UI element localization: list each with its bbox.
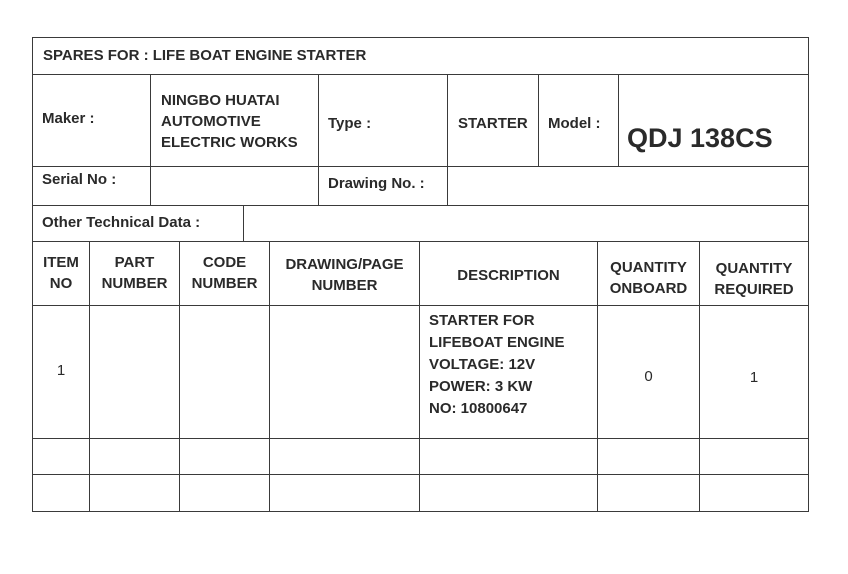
drawing-label: Drawing No. : [328,175,425,192]
col-header-line: DRAWING/PAGE [285,256,404,273]
col-header-drawing-page-number [270,254,419,296]
col-header-part-number [90,252,179,294]
description-line: NO: 10800647 [429,400,528,417]
description-line: POWER: 3 KW [429,378,533,395]
col-header-line: REQUIRED [714,281,794,298]
cell-divider [618,74,619,166]
cell-quantity-onboard: 0 [644,368,653,385]
cell-quantity-required: 1 [749,369,759,386]
type-value: STARTER [458,115,528,132]
col-header-line: QUANTITY [610,259,687,276]
col-header-code-number [180,252,269,294]
maker-line: NINGBO HUATAI [161,92,280,109]
maker-line: AUTOMOTIVE [161,113,261,130]
col-header-description [420,265,597,286]
cell-divider [538,74,539,166]
maker-value [161,90,298,153]
col-header-line: NUMBER [191,275,258,292]
col-header-line: CODE [202,254,247,271]
type-label: Type : [328,115,372,132]
col-header-line: QUANTITY [715,260,793,277]
col-header-line: ITEM [43,254,79,271]
col-header-line: ONBOARD [609,280,688,297]
cell-divider [318,74,319,205]
spares-for-title: SPARES FOR : LIFE BOAT ENGINE STARTER [43,47,367,64]
col-header-line: NO [49,275,73,292]
table-border-right [808,37,809,512]
table-row-empty [33,439,808,474]
cell-item-no: 1 [56,362,66,379]
row-divider [32,305,809,306]
cell-divider [150,166,151,205]
col-header-line: DESCRIPTION [457,267,560,284]
row-divider [32,166,809,167]
col-header-line: NUMBER [101,275,168,292]
col-header-item-no [33,252,89,294]
model-value: QDJ 138CS [627,123,773,153]
serial-label: Serial No : [42,171,117,188]
row-divider [32,74,809,75]
description-line: LIFEBOAT ENGINE [429,334,565,351]
col-header-line: NUMBER [311,277,378,294]
model-label: Model : [548,115,601,132]
cell-divider [243,205,244,241]
cell-description [429,310,565,420]
col-header-line: PART [114,254,155,271]
maker-label: Maker : [42,110,95,127]
cell-divider [150,74,151,166]
row-divider [32,205,809,206]
col-header-quantity-required [700,258,808,300]
description-line: VOLTAGE: 12V [429,356,536,373]
col-header-quantity-onboard [598,257,699,299]
table-border-bottom [32,511,809,512]
row-divider [32,241,809,242]
cell-divider [447,74,448,205]
description-line: STARTER FOR [429,312,535,329]
other-technical-data-label: Other Technical Data : [42,214,201,231]
table-row-empty [33,475,808,511]
maker-line: ELECTRIC WORKS [161,134,298,151]
table-border-top [32,37,809,38]
